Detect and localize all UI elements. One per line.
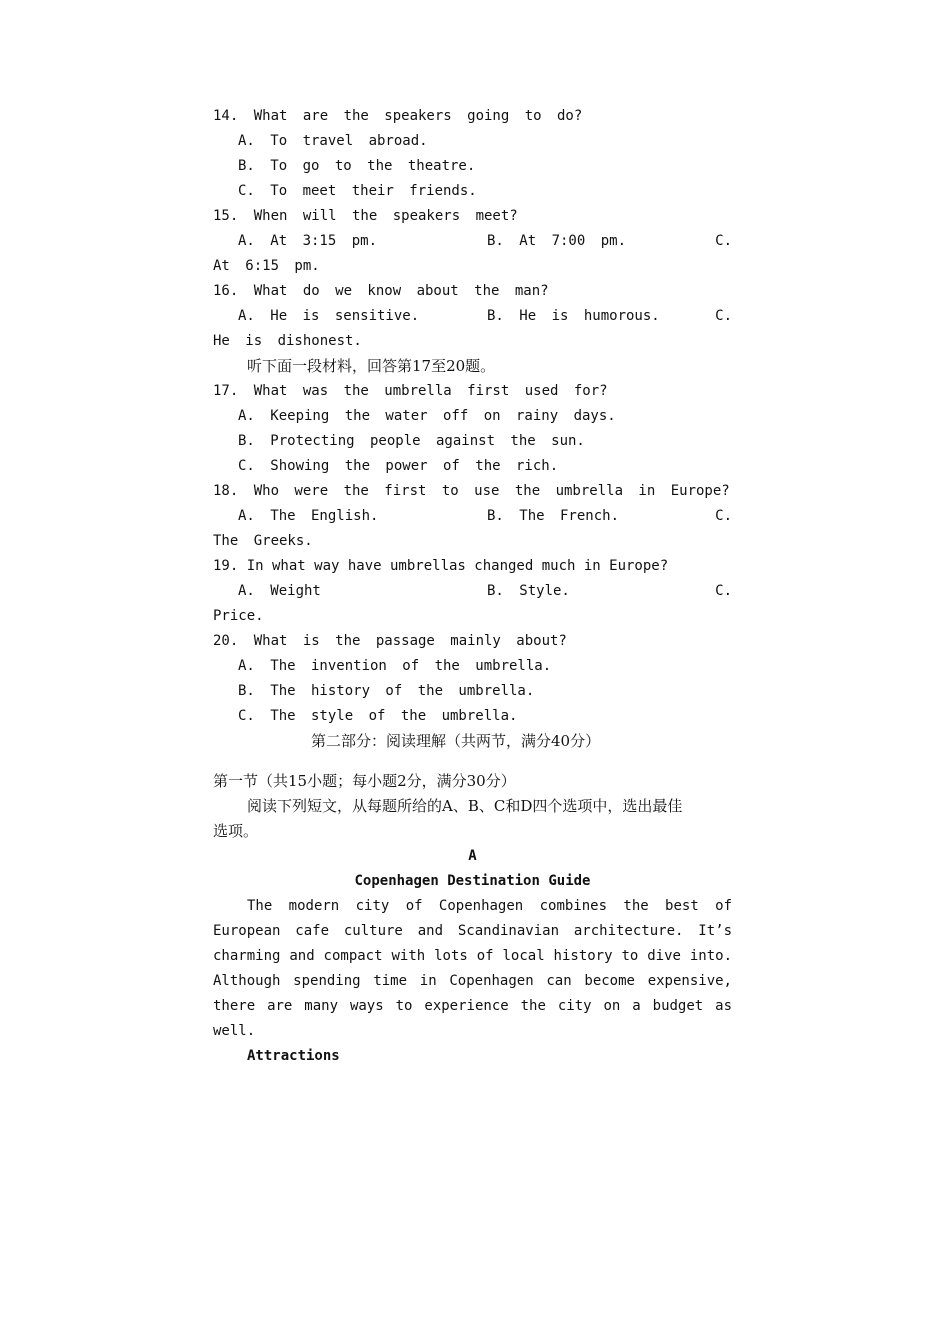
option-c: C. Showing the power of the rich. bbox=[238, 458, 559, 474]
option-a: A. Keeping the water off on rainy days. bbox=[238, 408, 616, 424]
option-b: B. Style. bbox=[487, 583, 570, 599]
passage-line: there are many ways to experience the city on a budget as bbox=[213, 998, 732, 1014]
question-stem: 20. What is the passage mainly about? bbox=[213, 633, 567, 649]
option-c-label: C. bbox=[715, 508, 732, 524]
reading-instruction: 阅读下列短文，从每题所给的A、B、C和D四个选项中，选出最佳 bbox=[247, 797, 683, 815]
passage-line: The modern city of Copenhagen combines the best of bbox=[247, 898, 732, 914]
option-c-label: C. bbox=[715, 233, 732, 249]
option-c-text: He is dishonest. bbox=[213, 333, 362, 349]
option-a: A. The invention of the umbrella. bbox=[238, 658, 552, 674]
section-one-heading: 第一节（共15小题；每小题2分，满分30分） bbox=[213, 772, 516, 790]
question-16 bbox=[213, 279, 732, 354]
options-row bbox=[213, 504, 732, 529]
question-stem: 15. When will the speakers meet? bbox=[213, 208, 518, 224]
option-b: B. Protecting people against the sun. bbox=[238, 433, 585, 449]
option-a: A. The English. bbox=[238, 508, 379, 524]
question-17 bbox=[213, 379, 732, 479]
question-18 bbox=[213, 479, 732, 554]
option-a: A. He is sensitive. bbox=[238, 308, 420, 324]
question-stem: 16. What do we know about the man? bbox=[213, 283, 549, 299]
reading-instruction-cont: 选项。 bbox=[213, 822, 259, 840]
passage-line: European cafe culture and Scandinavian architecture. It’s bbox=[213, 923, 732, 939]
option-a: A. To travel abroad. bbox=[238, 133, 428, 149]
option-c-label: C. bbox=[715, 583, 732, 599]
option-a: A. At 3:15 pm. bbox=[238, 233, 378, 249]
option-c-text: At 6:15 pm. bbox=[213, 258, 320, 274]
option-b: B. To go to the theatre. bbox=[238, 158, 476, 174]
passage-line: charming and compact with lots of local history to dive into. bbox=[213, 948, 732, 964]
question-stem: 19. In what way have umbrellas changed much in Europe? bbox=[213, 558, 669, 574]
passage-line: Although spending time in Copenhagen can become expensive, bbox=[213, 973, 732, 989]
options-row bbox=[213, 579, 732, 604]
question-19 bbox=[213, 554, 732, 629]
option-a: A. Weight bbox=[238, 583, 321, 599]
attractions-heading: Attractions bbox=[247, 1048, 340, 1064]
option-b: B. He is humorous. bbox=[487, 308, 660, 324]
option-b: B. At 7:00 pm. bbox=[487, 233, 627, 249]
option-c: C. To meet their friends. bbox=[238, 183, 477, 199]
option-b: B. The history of the umbrella. bbox=[238, 683, 535, 699]
passage-line-last: well. bbox=[213, 1023, 256, 1039]
option-c-text: Price. bbox=[213, 608, 264, 624]
option-b: B. The French. bbox=[487, 508, 620, 524]
question-stem: 14. What are the speakers going to do? bbox=[213, 108, 583, 124]
listening-instruction: 听下面一段材料，回答第17至20题。 bbox=[247, 357, 496, 375]
passage-label: A bbox=[468, 848, 477, 864]
option-c-label: C. bbox=[715, 308, 732, 324]
exam-page bbox=[213, 104, 732, 1069]
option-c: C. The style of the umbrella. bbox=[238, 708, 518, 724]
option-c-text: The Greeks. bbox=[213, 533, 313, 549]
question-stem: 18. Who were the first to use the umbrella in Europe? bbox=[213, 483, 730, 499]
question-14 bbox=[213, 104, 732, 204]
options-row bbox=[213, 304, 732, 329]
question-20 bbox=[213, 629, 732, 729]
part-two-title: 第二部分：阅读理解（共两节，满分40分） bbox=[311, 732, 601, 750]
passage-body bbox=[213, 894, 732, 1044]
passage-title: Copenhagen Destination Guide bbox=[354, 873, 591, 889]
question-15 bbox=[213, 204, 732, 279]
question-stem: 17. What was the umbrella first used for? bbox=[213, 383, 608, 399]
options-row bbox=[213, 229, 732, 254]
